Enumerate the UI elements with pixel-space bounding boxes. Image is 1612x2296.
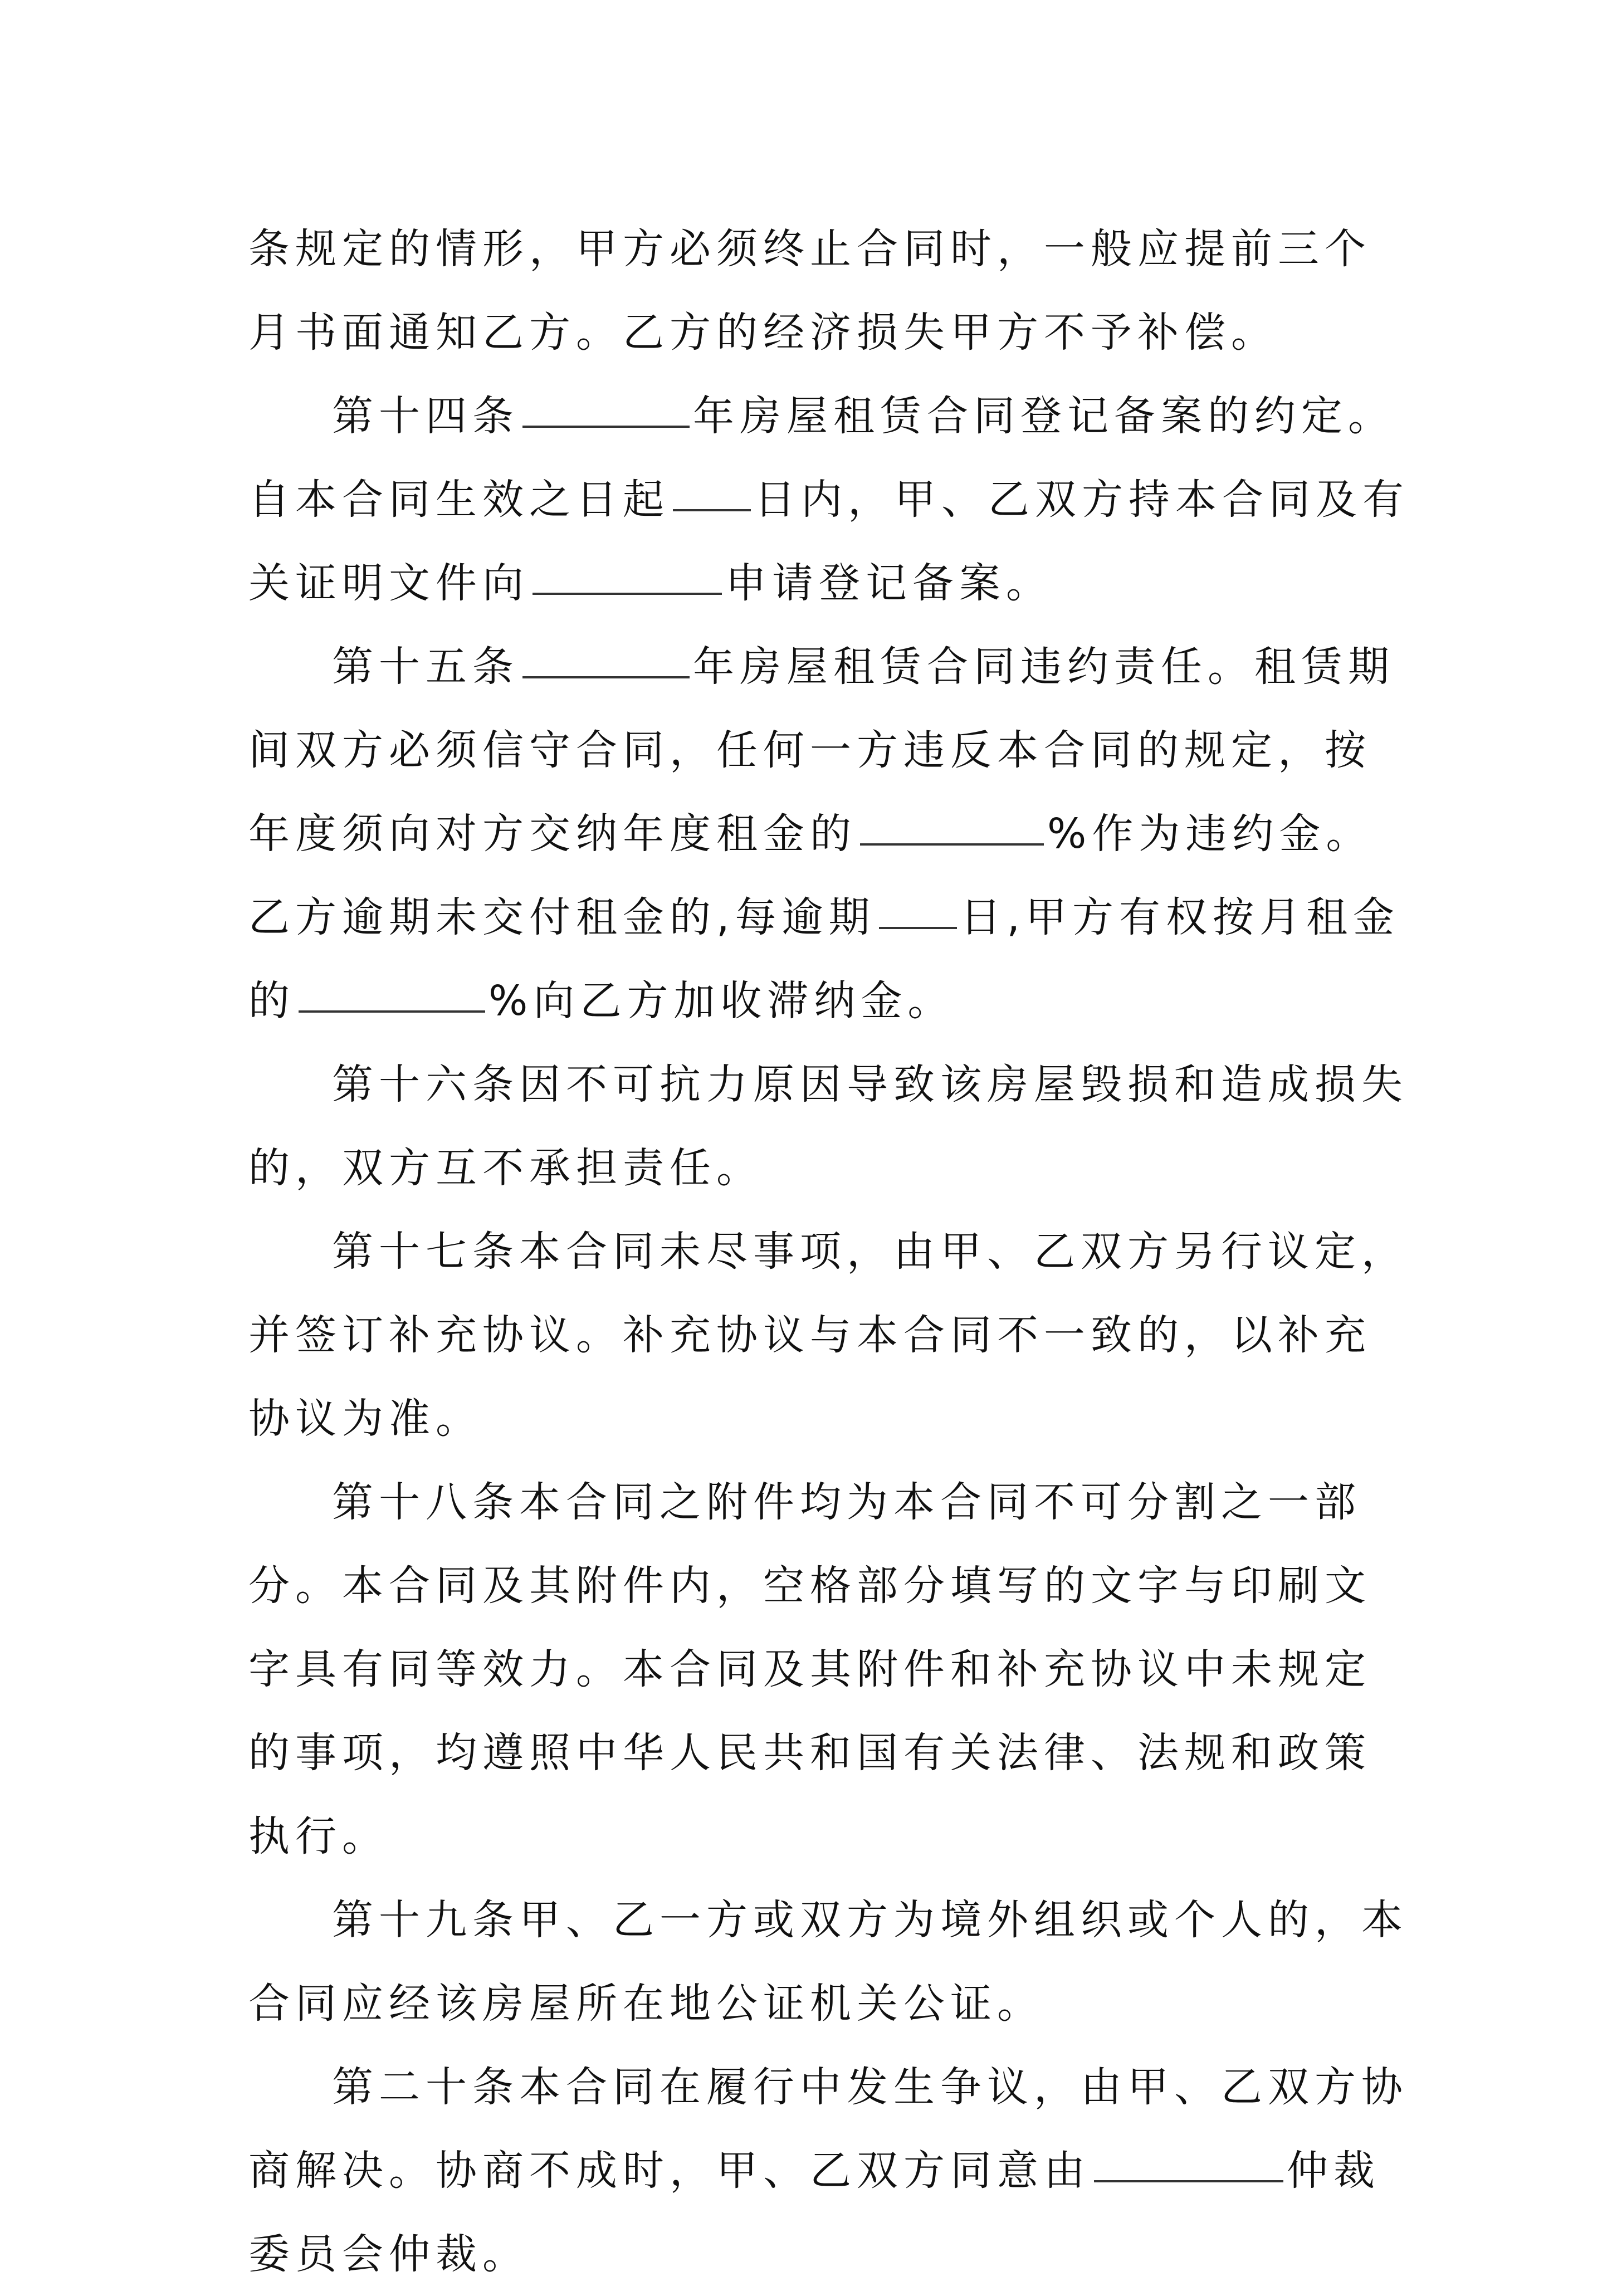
paragraph-article-19: [248, 1878, 1413, 2045]
paragraph-text: 条规定的情形，甲方必须终止合同时，一般应提前三个月书面通知乙方。乙方的经济损失甲方不予补偿。: [248, 225, 1371, 356]
paragraph-article-16: [248, 1043, 1413, 1210]
paragraph-text: 年房屋租赁合同登记备案的约定。自本合同生效之日起: [248, 392, 1395, 524]
paragraph-article-15: [248, 625, 1413, 1043]
paragraph-text: 第十六条因不可抗力原因导致该房屋毁损和造成损失的，双方互不承担责任。: [248, 1061, 1408, 1192]
fill-blank: [879, 926, 957, 929]
paragraph-text: %作为违约金。乙方逾期未交付租金的,每逾期: [248, 810, 1373, 941]
paragraph-article-13-continued: [248, 207, 1413, 374]
paragraph-article-17: [248, 1210, 1413, 1460]
paragraph-text: 第二十条本合同在履行中发生争议，由甲、乙双方协商解决。协商不成时，甲、乙双方同意由: [248, 2063, 1408, 2195]
paragraph-text: 第十四条: [332, 392, 519, 440]
fill-blank: [533, 592, 722, 595]
paragraph-article-18: [248, 1460, 1413, 1878]
paragraph-text: 申请登记备案。: [725, 559, 1053, 607]
paragraph-text: 日,甲方有权按月租金的: [248, 893, 1400, 1025]
paragraph-text: 第十八条本合同之附件均为本合同不可分割之一部分。本合同及其附件内，空格部分填写的文字与印刷文字具有同等效力。本合同及其附件和补充协议中未规定的事项，均遵照中华人民共和国有关法律、法规和政策执行。: [248, 1478, 1371, 1860]
paragraph-text: %向乙方加收滞纳金。: [489, 977, 955, 1025]
contract-text: [248, 207, 1413, 2296]
fill-blank: [860, 843, 1044, 846]
paragraph-text: 第十五条: [332, 643, 519, 691]
fill-blank: [673, 509, 751, 511]
fill-blank: [1094, 2180, 1283, 2182]
paragraph-text: 仲裁委员会仲裁。: [248, 2147, 1380, 2278]
paragraph-article-20: [248, 2045, 1413, 2296]
fill-blank: [522, 676, 690, 678]
fill-blank: [299, 1010, 485, 1013]
paragraph-text: 日内，甲、乙双方持本合同及有关证明文件向: [248, 476, 1409, 607]
paragraph-text: 第十七条本合同未尽事项，由甲、乙双方另行议定，并签订补充协议。补充协议与本合同不一致的，以补充协议为准。: [248, 1228, 1408, 1443]
paragraph-text: 年房屋租赁合同违约责任。租赁期间双方必须信守合同，任何一方违反本合同的规定，按年度须向对方交纳年度租金的: [248, 643, 1395, 858]
paragraph-text: 第十九条甲、乙一方或双方为境外组织或个人的，本合同应经该房屋所在地公证机关公证。: [248, 1896, 1408, 2028]
fill-blank: [522, 425, 690, 428]
paragraph-article-14: [248, 374, 1413, 625]
